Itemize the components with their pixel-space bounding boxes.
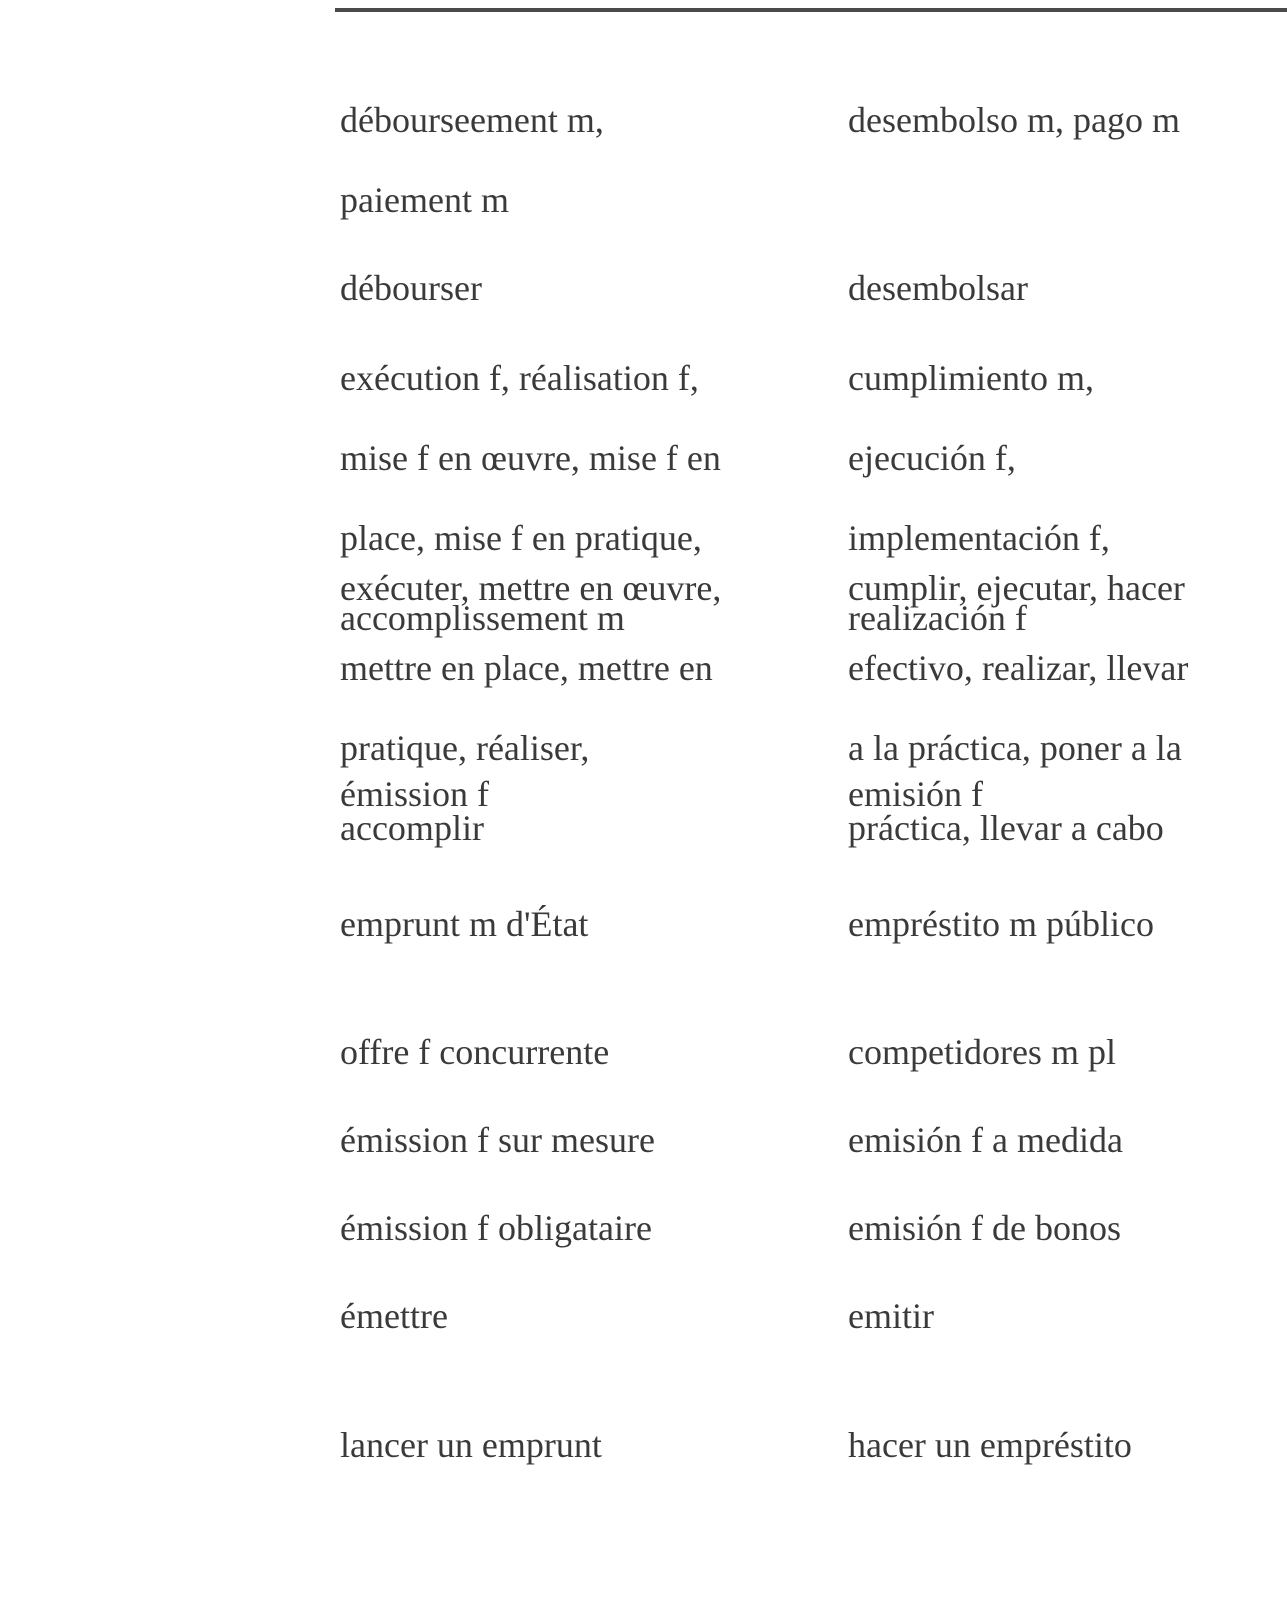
entry-2-french-line-1: mise f en œuvre, mise f en <box>340 438 721 478</box>
entry-8-french-line-0: émission f obligataire <box>340 1208 652 1248</box>
entry-4-french-line-0: émission f <box>340 774 489 814</box>
entry-2-spanish-line-0: cumplimiento m, <box>848 358 1094 398</box>
entry-6-spanish-line-0: competidores m pl <box>848 1032 1116 1072</box>
entry-4-french <box>340 734 810 854</box>
entry-2-spanish-line-1: ejecución f, <box>848 438 1016 478</box>
entry-3-spanish-line-0: cumplir, ejecutar, hacer <box>848 568 1185 608</box>
entry-7-french-line-0: émission f sur mesure <box>340 1120 655 1160</box>
entry-0-spanish <box>848 60 1268 180</box>
entry-5-spanish <box>848 864 1268 984</box>
entry-0-french-line-1: paiement m <box>340 180 509 220</box>
entry-3-french-line-1: mettre en place, mettre en <box>340 648 713 688</box>
entry-1-french-line-0: débourser <box>340 268 482 308</box>
entry-3-french-line-0: exécuter, mettre en œuvre, <box>340 568 722 608</box>
entry-10-spanish-line-0: hacer un empréstito <box>848 1425 1132 1465</box>
entry-2-spanish-line-2: implementación f, <box>848 518 1110 558</box>
entry-10-spanish <box>848 1385 1268 1505</box>
entry-2-french-line-3: accomplissement m <box>340 598 625 638</box>
entry-4-spanish <box>848 734 1268 854</box>
entry-0-spanish-line-0: desembolso m, pago m <box>848 100 1180 140</box>
entry-4-spanish-line-0: emisión f <box>848 774 983 814</box>
entry-9-french-line-0: émettre <box>340 1296 448 1336</box>
entry-6-french-line-0: offre f concurrente <box>340 1032 610 1072</box>
entry-2-french-line-2: place, mise f en pratique, <box>340 518 702 558</box>
entry-9-spanish-line-0: emitir <box>848 1296 934 1336</box>
entry-3-spanish-line-2: a la práctica, poner a la <box>848 728 1182 768</box>
entry-5-spanish-line-0: empréstito m público <box>848 904 1154 944</box>
entry-0-french-line-0: débourseement m, <box>340 100 604 140</box>
entry-5-french-line-0: emprunt m d'État <box>340 904 589 944</box>
top-rule <box>335 8 1287 12</box>
entry-9-spanish <box>848 1256 1268 1376</box>
entry-2-french-line-0: exécution f, réalisation f, <box>340 358 699 398</box>
entry-10-french-line-0: lancer un emprunt <box>340 1425 602 1465</box>
entry-3-french-line-3: accomplir <box>340 808 484 848</box>
entry-3-spanish-line-3: práctica, llevar a cabo <box>848 808 1164 848</box>
entry-8-spanish-line-0: emisión f de bonos <box>848 1208 1121 1248</box>
entry-9-french <box>340 1256 810 1376</box>
entry-5-french <box>340 864 810 984</box>
entry-10-french <box>340 1385 810 1505</box>
entry-1-spanish-line-0: desembolsar <box>848 268 1028 308</box>
entry-2-spanish-line-3: realización f <box>848 598 1027 638</box>
entry-3-spanish-line-1: efectivo, realizar, llevar <box>848 648 1189 688</box>
entry-7-spanish-line-0: emisión f a medida <box>848 1120 1123 1160</box>
entry-3-french-line-2: pratique, réaliser, <box>340 728 590 768</box>
